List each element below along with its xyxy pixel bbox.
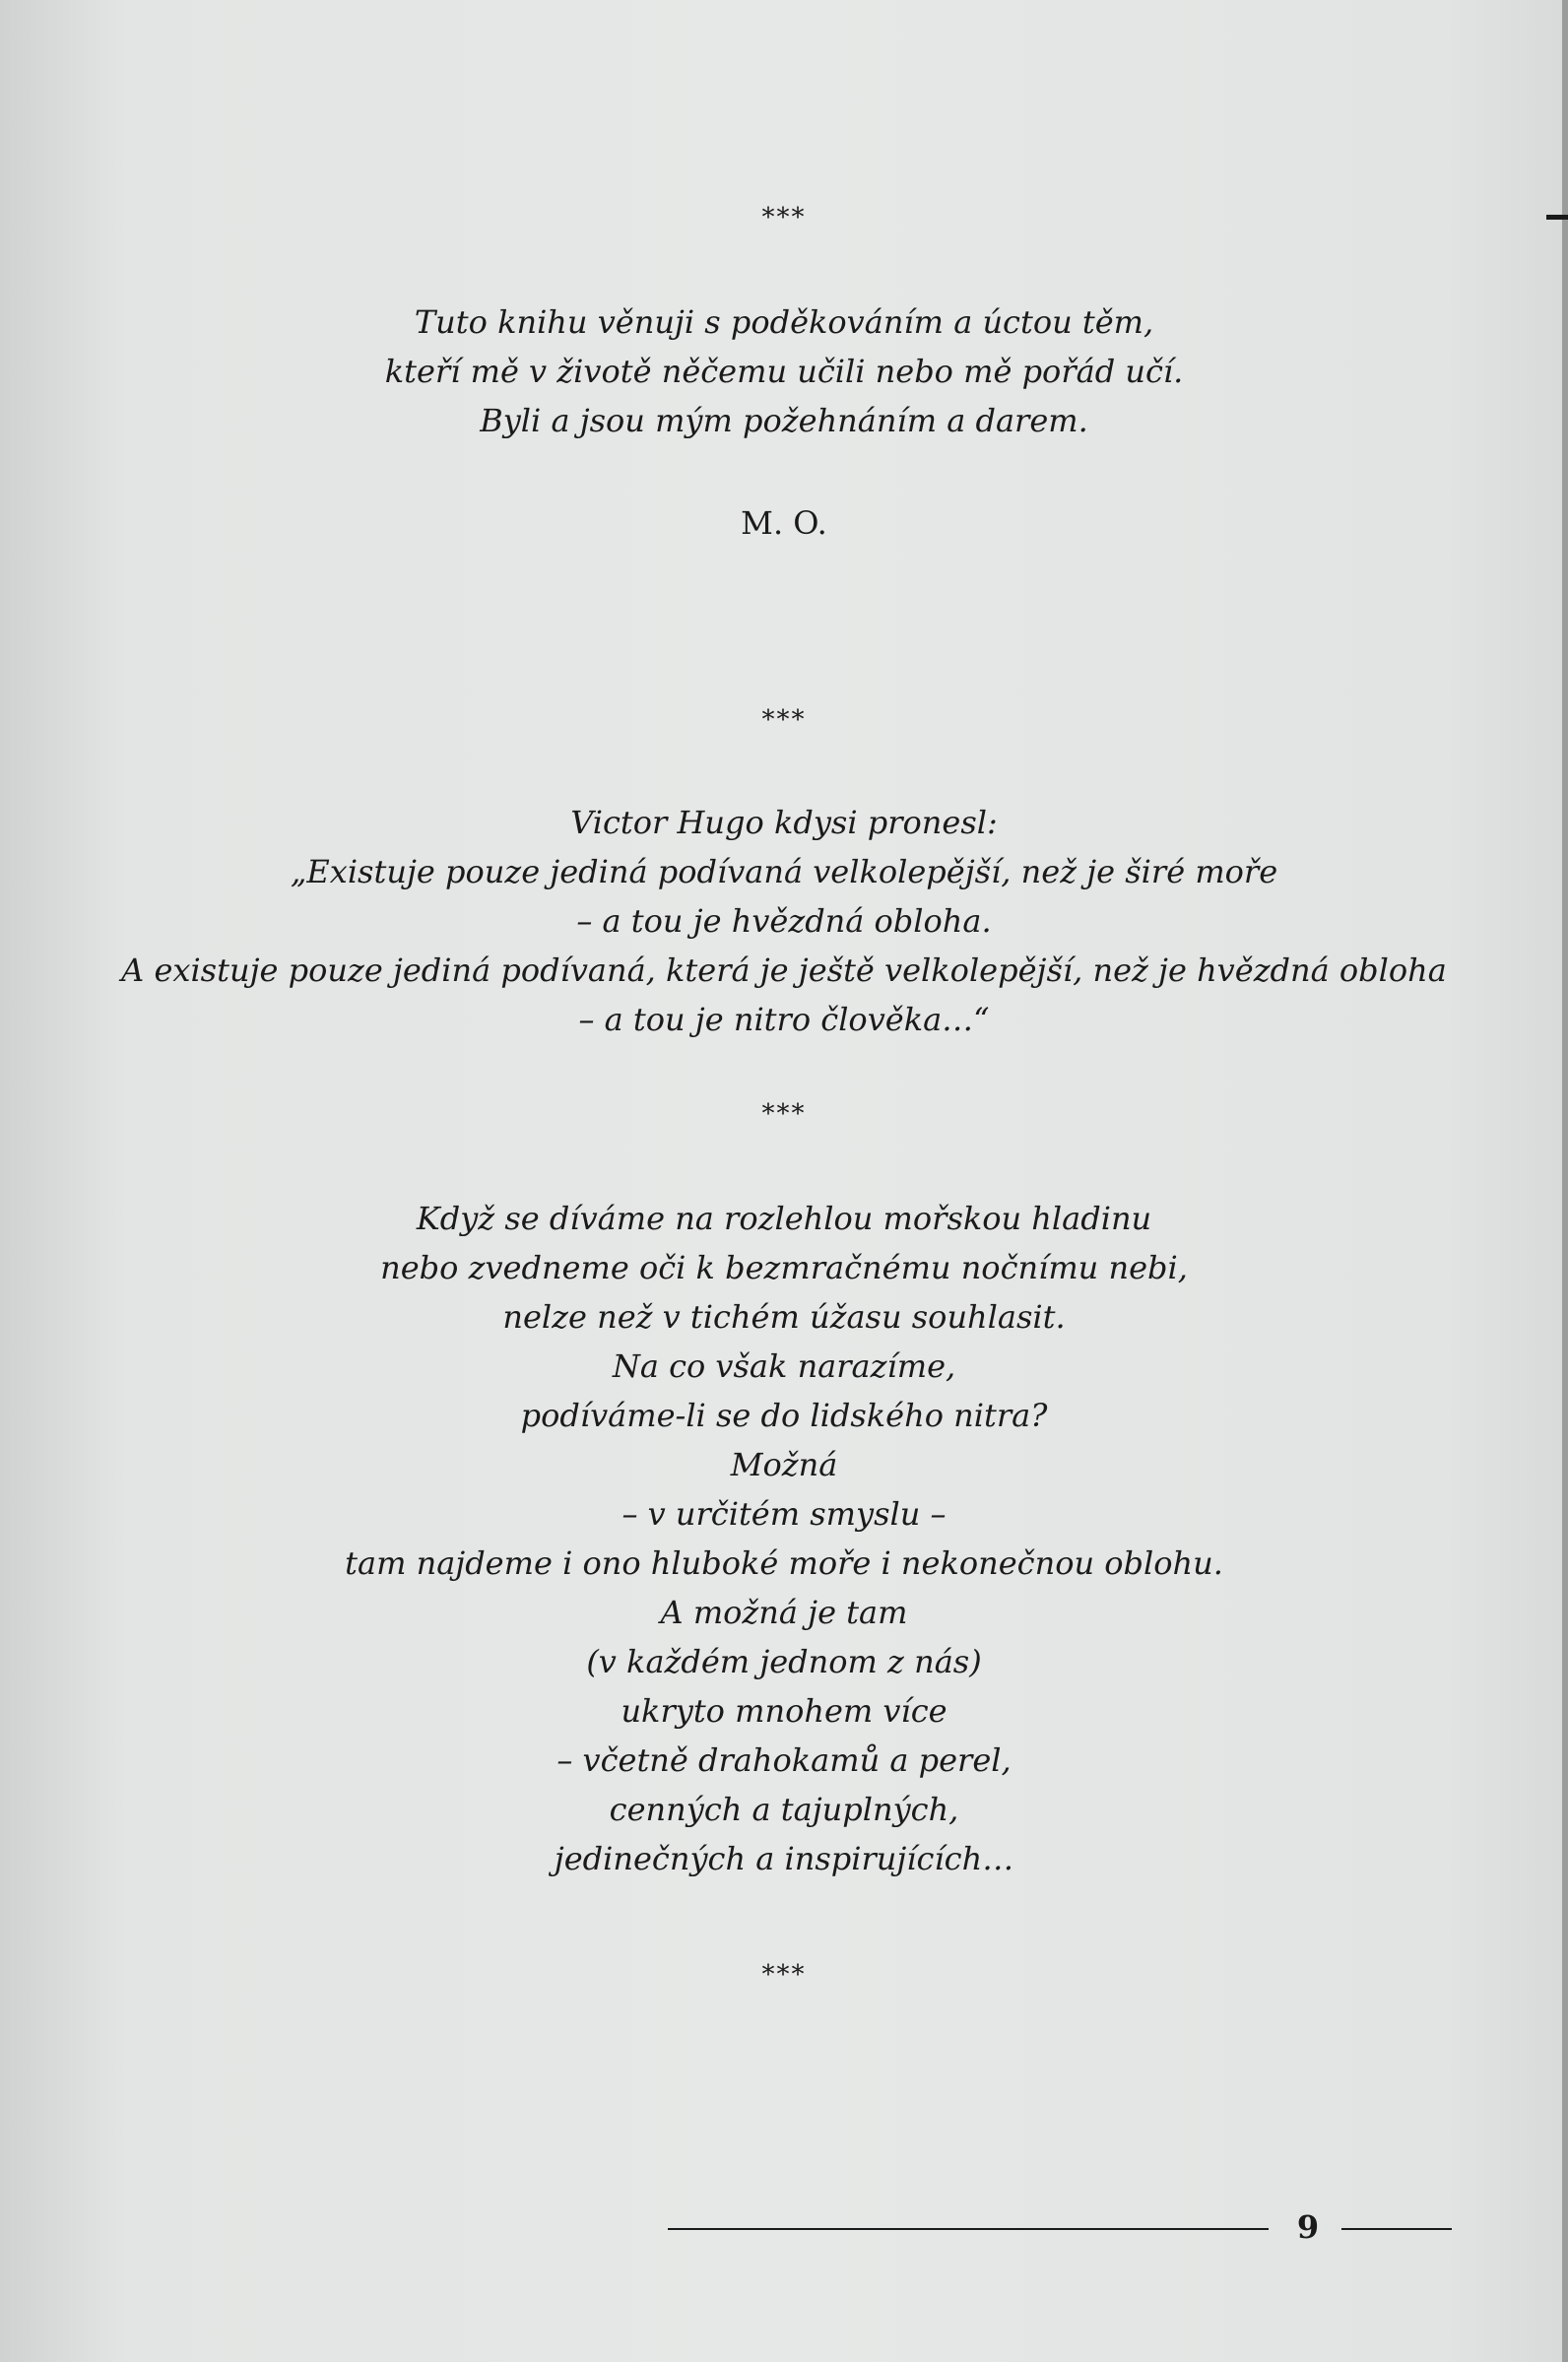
poem [0,1194,1568,1883]
poem-line: (v každém jednom z nás) [586,1643,982,1680]
poem-line: – v určitém smyslu – [621,1495,947,1533]
page-number: 9 [1296,2208,1320,2246]
footer-rule-left [668,2228,1269,2230]
dedication-line: Tuto knihu věnuji s poděkováním a úctou těm, [414,303,1154,341]
separator-top: *** [761,203,807,232]
quote-line: – a tou je hvězdná obloha. [576,902,992,940]
quote-line: „Existuje pouze jediná podívaná velkolepější, než je širé moře [290,853,1278,890]
dedication-line: kteří mě v životě něčemu učili nebo mě pořád učí. [384,353,1184,390]
separator: *** [761,1099,807,1129]
poem-line: – včetně drahokamů a perel, [556,1741,1012,1779]
poem-line: jedinečných a inspirujících… [554,1840,1014,1877]
poem-line: nebo zvedneme oči k bezmračnému nočnímu nebi, [380,1249,1188,1286]
poem-line: Když se díváme na rozlehlou mořskou hladinu [416,1200,1152,1237]
poem-line: A možná je tam [660,1594,908,1631]
separator-bottom: *** [761,1960,807,1990]
poem-line: Možná [730,1446,838,1483]
poem-line: Na co však narazíme, [612,1347,956,1385]
quote-line: – a tou je nitro člověka…“ [578,1001,990,1038]
dedication [0,297,1568,445]
poem-line: tam najdeme i ono hluboké moře i nekonečnou oblohu. [345,1544,1223,1582]
quote-line: Victor Hugo kdysi pronesl: [570,804,998,841]
poem-line: podíváme-li se do lidského nitra? [520,1397,1048,1434]
footer-rule-right [1341,2228,1452,2230]
hugo-quote [0,798,1568,1044]
poem-line: cenných a tajuplných, [609,1791,959,1828]
quote-line: A existuje pouze jediná podívaná, která je ještě velkolepější, než je hvězdná obloha [121,951,1447,989]
poem-line: nelze než v tichém úžasu souhlasit. [502,1298,1066,1336]
dedication-line: Byli a jsou mým požehnáním a darem. [480,402,1088,439]
poem-line: ukryto mnohem více [621,1692,947,1730]
dedication-signature: M. O. [741,504,827,542]
separator: *** [761,705,807,735]
